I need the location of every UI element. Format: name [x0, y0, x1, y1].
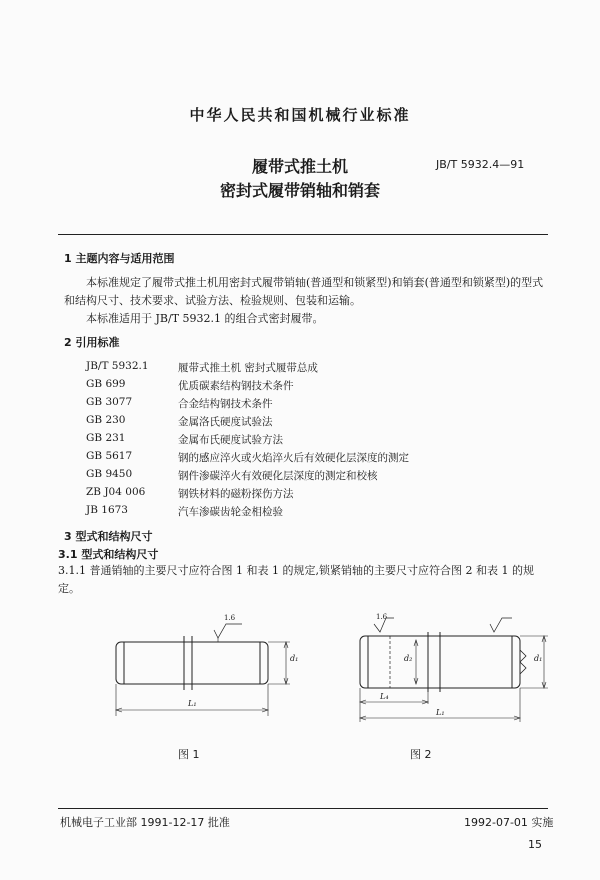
section1-para1-line1: 本标准规定了履带式推土机用密封式履带销轴(普通型和锁紧型)和销套(普通型和锁紧型)的型式 [86, 276, 544, 289]
header-divider [58, 234, 548, 235]
figure1-diameter-label: d₁ [290, 654, 299, 663]
page-number: 15 [528, 838, 542, 851]
ref-title: 优质碳素结构钢技术条件 [178, 380, 294, 392]
ref-title: 钢铁材料的磁粉探伤方法 [178, 488, 294, 500]
figure2-caption: 图 2 [410, 748, 432, 761]
figure1-caption: 图 1 [178, 748, 200, 761]
ref-title: 金属洛氏硬度试验法 [178, 416, 273, 428]
ref-title: 履带式推土机 密封式履带总成 [178, 362, 318, 374]
figure2-partial-length-label: L₄ [380, 692, 389, 701]
figure2-diameter-label: d₁ [534, 654, 543, 663]
ref-code: GB 3077 [86, 396, 133, 408]
section1-heading: 1 主题内容与适用范围 [64, 252, 175, 265]
ref-code: JB 1673 [86, 504, 128, 516]
section3-heading: 3 型式和结构尺寸 [64, 530, 153, 543]
figure2-length-label: L₁ [436, 708, 445, 717]
effective-date: 1992-07-01 实施 [464, 816, 554, 829]
standard-number: JB/T 5932.4—91 [436, 158, 525, 171]
ref-title: 汽车渗碳齿轮金相检验 [178, 506, 283, 518]
section3-1-heading: 3.1 型式和结构尺寸 [58, 548, 159, 561]
section3-1-1-line1: 3.1.1 普通销轴的主要尺寸应符合图 1 和表 1 的规定,锁紧销轴的主要尺寸应符合图 2 和表 1 的规 [58, 564, 534, 577]
figure2-roughness: 1.6 [376, 613, 388, 621]
approval-issuer: 机械电子工业部 1991-12-17 批准 [60, 816, 230, 829]
ref-code: JB/T 5932.1 [86, 360, 149, 372]
ref-title: 金属布氏硬度试验方法 [178, 434, 283, 446]
ref-title: 钢的感应淬火或火焰淬火后有效硬化层深度的测定 [178, 452, 409, 464]
ref-code: GB 699 [86, 378, 126, 390]
ref-code: GB 230 [86, 414, 126, 426]
ref-title: 钢件渗碳淬火有效硬化层深度的测定和校核 [178, 470, 378, 482]
figure1-length-label: L₁ [188, 699, 197, 708]
document-title-line1: 履带式推土机 [251, 157, 348, 176]
section3-1-1-line2: 定。 [58, 582, 80, 595]
figure2-inner-diameter-label: d₂ [404, 654, 413, 663]
footer-divider [58, 808, 548, 809]
ref-code: GB 9450 [86, 468, 133, 480]
ref-title: 合金结构钢技术条件 [178, 398, 273, 410]
document-title-line2: 密封式履带销轴和销套 [219, 181, 380, 200]
ref-code: ZB J04 006 [86, 486, 146, 498]
standard-category-header: 中华人民共和国机械行业标准 [189, 106, 411, 124]
section1-para1-line2: 和结构尺寸、技术要求、试验方法、检验规则、包装和运输。 [64, 294, 361, 307]
figure1-roughness: 1.6 [224, 614, 236, 622]
ref-code: GB 5617 [86, 450, 133, 462]
ref-code: GB 231 [86, 432, 126, 444]
figure2-drawing [344, 612, 554, 724]
section1-para2: 本标准适用于 JB/T 5932.1 的组合式密封履带。 [86, 312, 324, 325]
section2-heading: 2 引用标准 [64, 336, 120, 349]
